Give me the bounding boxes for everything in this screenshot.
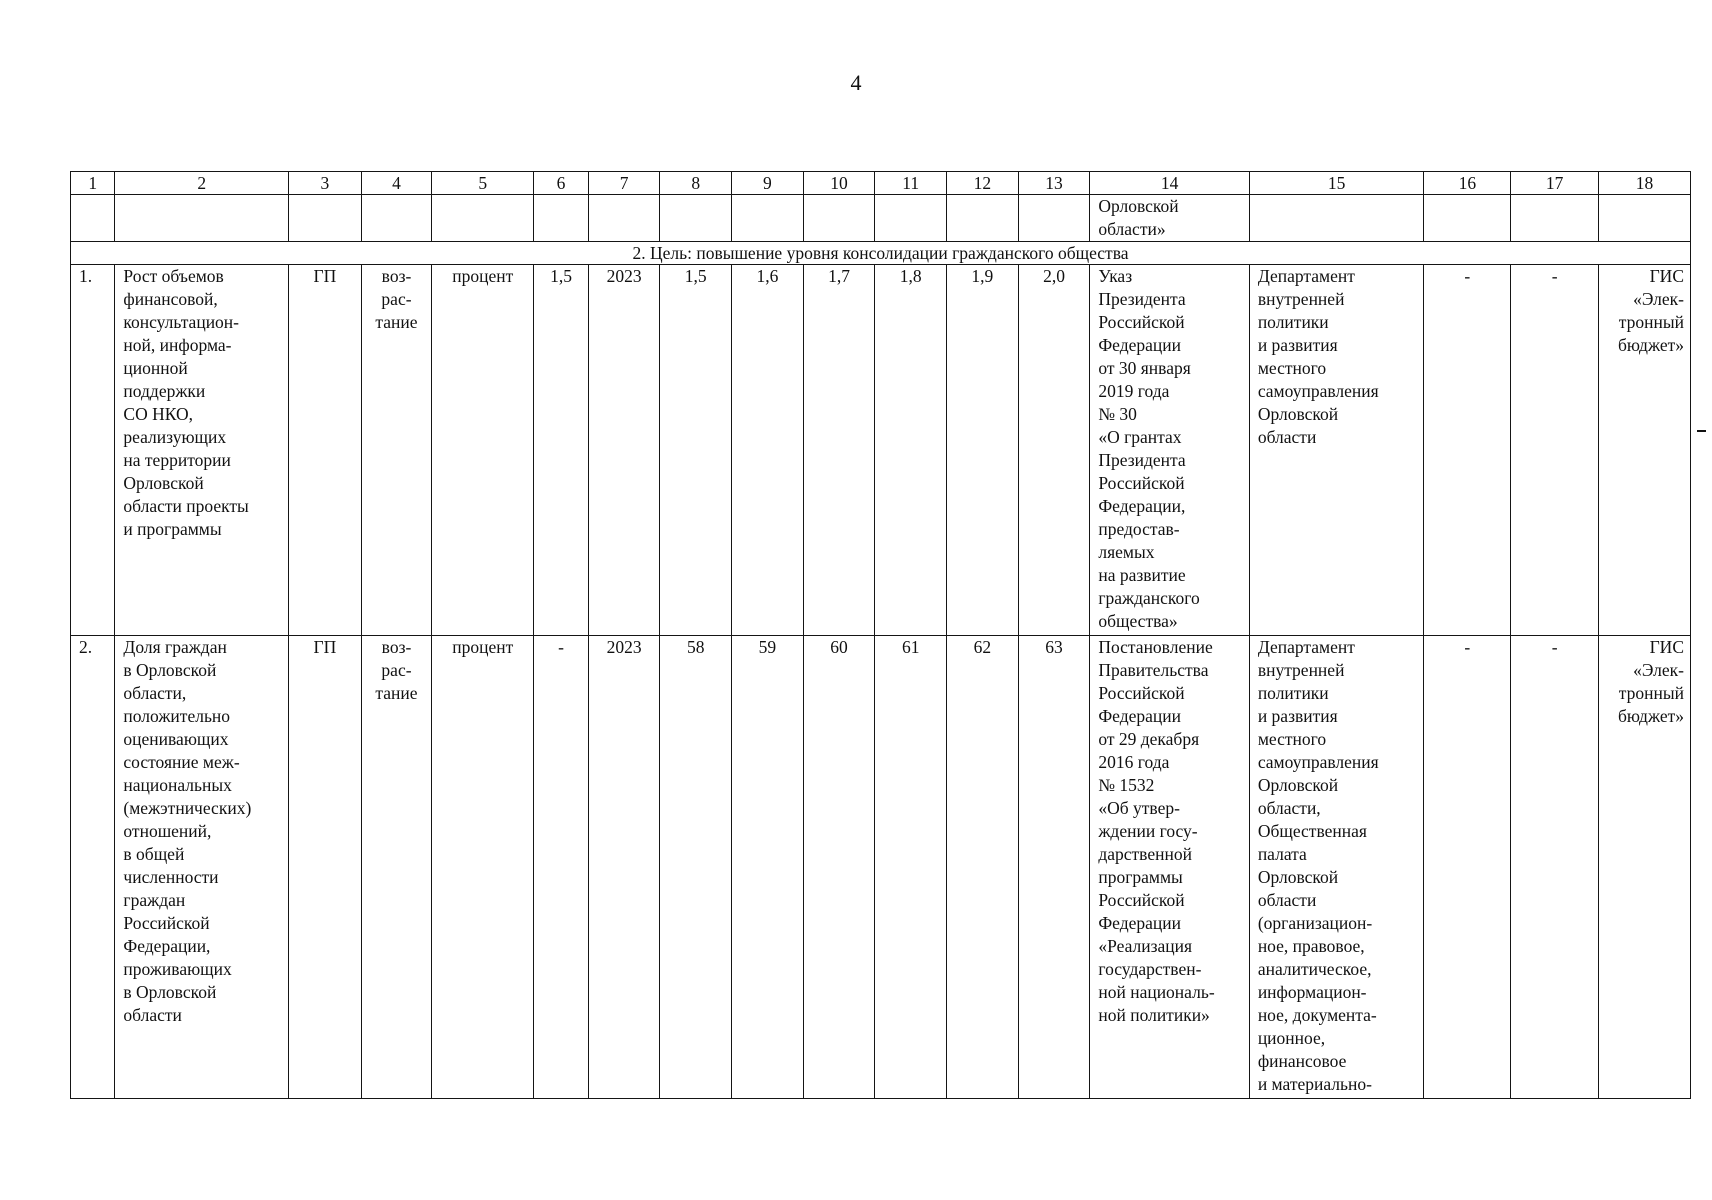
indicator-unit: процент <box>432 636 534 1099</box>
column-number: 18 <box>1599 172 1691 195</box>
indicator-trend: воз- рас- тание <box>361 265 432 636</box>
table-cell <box>947 195 1019 242</box>
goal-heading: 2. Цель: повышение уровня консолидации гражданского общества <box>71 242 1691 265</box>
column-number: 17 <box>1511 172 1599 195</box>
value-col-8: 1,5 <box>660 265 732 636</box>
indicator-level: ГП <box>289 265 362 636</box>
responsible-body: Департамент внутренней политики и развития местного самоуправления Орловской области <box>1249 265 1424 636</box>
column-number: 2 <box>115 172 289 195</box>
page-number: 4 <box>850 70 862 95</box>
column-number: 5 <box>432 172 534 195</box>
table-cell <box>534 195 589 242</box>
value-col-13: 2,0 <box>1018 265 1090 636</box>
column-number: 16 <box>1424 172 1511 195</box>
column-number: 1 <box>71 172 115 195</box>
value-col-13: 63 <box>1018 636 1090 1099</box>
table-cell <box>1018 195 1090 242</box>
col-17-value: - <box>1511 265 1599 636</box>
column-number-row <box>71 172 1691 195</box>
table-cell <box>115 195 289 242</box>
table-cell <box>432 195 534 242</box>
table-row <box>71 636 1691 1099</box>
table-cell <box>588 195 660 242</box>
goal-row <box>71 242 1691 265</box>
table-cell <box>1599 195 1691 242</box>
table-cell <box>803 195 875 242</box>
indicator-unit: процент <box>432 265 534 636</box>
value-col-12: 62 <box>947 636 1019 1099</box>
col-17-value: - <box>1511 636 1599 1099</box>
base-year: 2023 <box>588 265 660 636</box>
column-number: 12 <box>947 172 1019 195</box>
value-col-11: 1,8 <box>875 265 947 636</box>
value-col-9: 59 <box>732 636 804 1099</box>
column-number: 14 <box>1090 172 1249 195</box>
value-col-8: 58 <box>660 636 732 1099</box>
document-reference: Постановление Правительства Российской Федерации от 29 декабря 2016 года № 1532 «Об утвер- ждении госу- дарственной программы Российской Федерации «Реализация государствен- ной националь- ной политики» <box>1090 636 1249 1099</box>
indicator-name: Рост объемов финансовой, консультацион- ной, информа- ционной поддержки СО НКО, реализующих на территории Орловской области проекты и программы <box>115 265 289 636</box>
column-number: 6 <box>534 172 589 195</box>
column-number: 7 <box>588 172 660 195</box>
table-cell <box>1249 195 1424 242</box>
table-cell <box>732 195 804 242</box>
table-cell <box>1424 195 1511 242</box>
value-col-11: 61 <box>875 636 947 1099</box>
base-value: 1,5 <box>534 265 589 636</box>
column-number: 3 <box>289 172 362 195</box>
indicator-trend: воз- рас- тание <box>361 636 432 1099</box>
table-cell <box>875 195 947 242</box>
margin-mark <box>1697 430 1706 432</box>
value-col-12: 1,9 <box>947 265 1019 636</box>
table-row <box>71 265 1691 636</box>
column-number: 4 <box>361 172 432 195</box>
col-16-value: - <box>1424 636 1511 1099</box>
column-number: 13 <box>1018 172 1090 195</box>
indicator-name: Доля граждан в Орловской области, положительно оценивающих состояние меж- национальных (межэтнических) отношений, в общей численности граждан Российской Федерации, проживающих в Орловской области <box>115 636 289 1099</box>
responsible-body: Департамент внутренней политики и развития местного самоуправления Орловской области, Общественная палата Орловской области (организацион- ное, правовое, аналитическое, информацион- ное, документа- ционное, финансовое и материально- <box>1249 636 1424 1099</box>
value-col-9: 1,6 <box>732 265 804 636</box>
information-system: ГИС «Элек- тронный бюджет» <box>1599 265 1691 636</box>
continuation-document-cell: Орловской области» <box>1090 195 1249 242</box>
indicator-level: ГП <box>289 636 362 1099</box>
table-cell <box>1511 195 1599 242</box>
column-number: 15 <box>1249 172 1424 195</box>
column-number: 11 <box>875 172 947 195</box>
value-col-10: 60 <box>803 636 875 1099</box>
column-number: 8 <box>660 172 732 195</box>
value-col-10: 1,7 <box>803 265 875 636</box>
table-cell <box>361 195 432 242</box>
column-number: 10 <box>803 172 875 195</box>
continuation-row <box>71 195 1691 242</box>
document-reference: Указ Президента Российской Федерации от 30 января 2019 года № 30 «О грантах Президента Российской Федерации, предостав- ляемых на развитие гражданского общества» <box>1090 265 1249 636</box>
base-value: - <box>534 636 589 1099</box>
col-16-value: - <box>1424 265 1511 636</box>
base-year: 2023 <box>588 636 660 1099</box>
table-cell <box>71 195 115 242</box>
table-cell <box>289 195 362 242</box>
row-number: 1. <box>71 265 115 636</box>
information-system: ГИС «Элек- тронный бюджет» <box>1599 636 1691 1099</box>
indicators-table <box>70 171 1691 1099</box>
column-number: 9 <box>732 172 804 195</box>
row-number: 2. <box>71 636 115 1099</box>
table-cell <box>660 195 732 242</box>
